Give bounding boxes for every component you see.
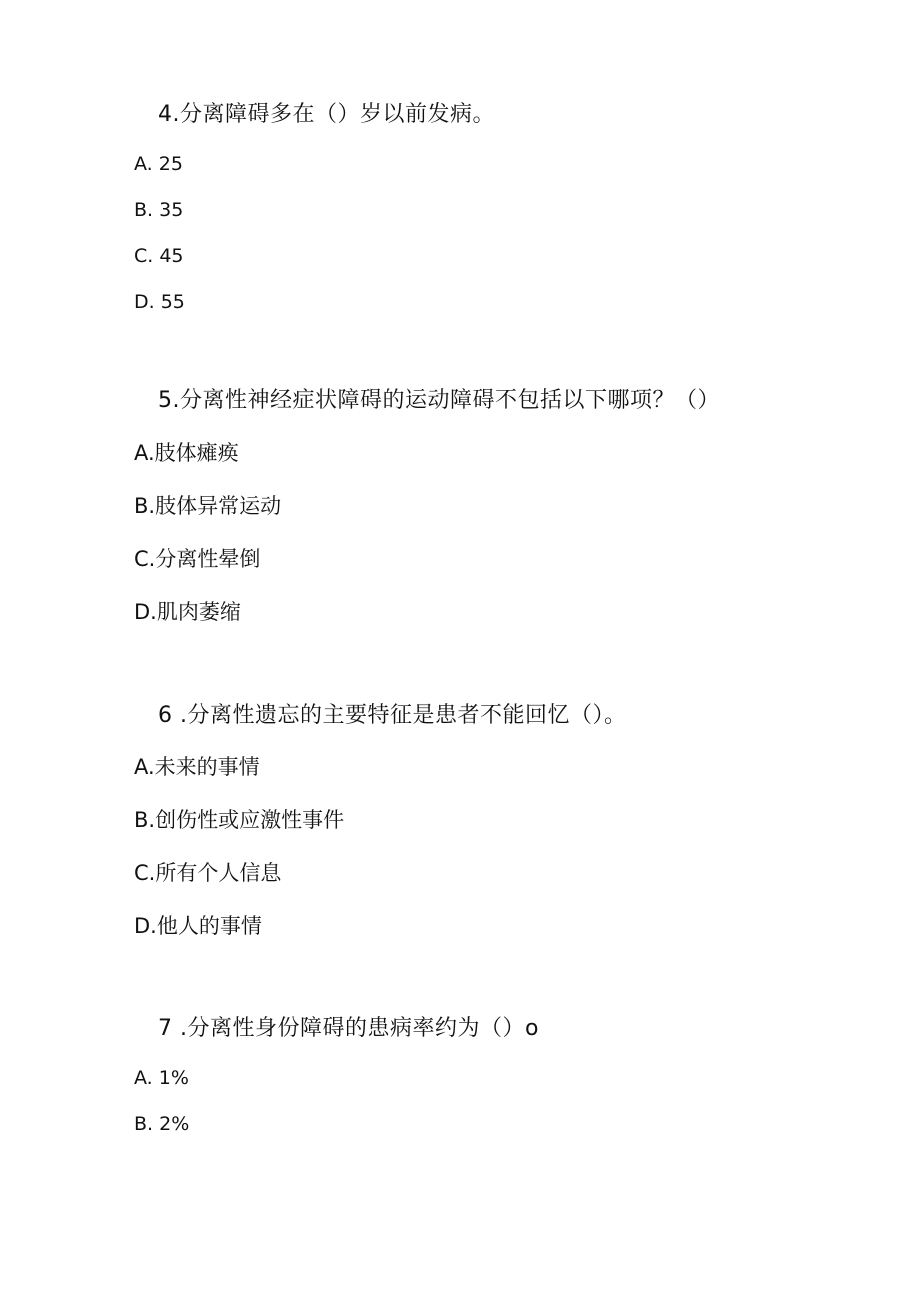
question-5-option-b: B.肢体异常运动 [134, 494, 282, 518]
question-7-option-b: B. 2% [134, 1113, 190, 1135]
question-6-stem: 6 .分离性遗忘的主要特征是患者不能回忆（）。 [158, 703, 627, 728]
question-4-stem: 4.分离障碍多在（）岁以前发病。 [158, 102, 495, 127]
question-6-option-d: D.他人的事情 [134, 914, 262, 938]
question-6-option-b: B.创伤性或应激性事件 [134, 808, 345, 832]
question-4-option-a: A. 25 [134, 153, 183, 175]
question-6-option-a: A.未来的事情 [134, 755, 260, 779]
question-7-stem: 7 .分离性身份障碍的患病率约为（）o [158, 1016, 539, 1041]
question-4-option-c: C. 45 [134, 245, 184, 267]
question-5-option-c: C.分离性晕倒 [134, 547, 261, 571]
question-5-option-a: A.肢体瘫痪 [134, 441, 239, 465]
question-6-option-c: C.所有个人信息 [134, 861, 282, 885]
question-7-option-a: A. 1% [134, 1067, 189, 1089]
question-5-stem: 5.分离性神经症状障碍的运动障碍不包括以下哪项？（） [158, 388, 720, 413]
question-4-option-d: D. 55 [134, 291, 185, 313]
question-5-option-d: D.肌肉萎缩 [134, 600, 241, 624]
question-4-option-b: B. 35 [134, 199, 184, 221]
